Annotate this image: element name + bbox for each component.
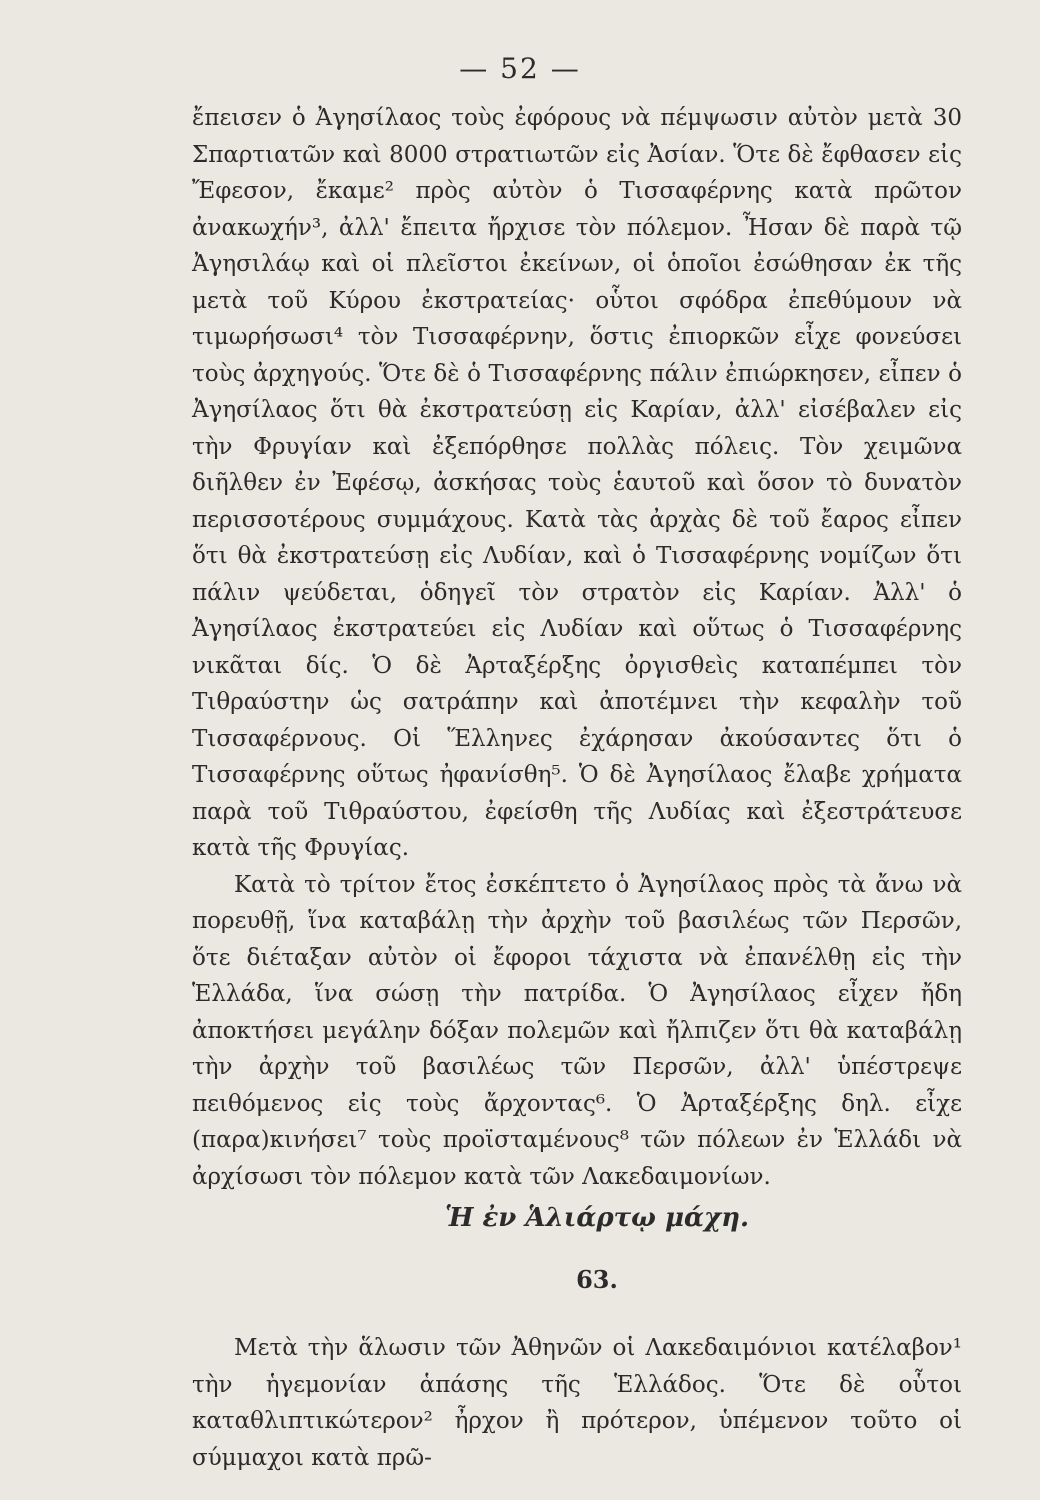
paragraph-haliartos: Μετὰ τὴν ἅλωσιν τῶν Ἀθηνῶν οἱ Λακεδαιμόνιοι κατέλαβον¹ τὴν ἡγεμονίαν ἁπάσης τῆς Ἑλλάδος. Ὅτε δὲ οὗτοι καταθλιπτικώτερον² ἦρχον ἢ πρότερον, ὑπέμενον τοῦτο οἱ σύμμαχοι κατὰ πρῶ- [192, 1335, 962, 1471]
paragraph-continuation: ἔπεισεν ὁ Ἀγησίλαος τοὺς ἐφόρους νὰ πέμψωσιν αὐτὸν μετὰ 30 Σπαρτιατῶν καὶ 8000 στρατιωτῶν εἰς Ἀσίαν. Ὅτε δὲ ἔφθασεν εἰς Ἔφεσον, ἔκαμε² πρὸς αὐτὸν ὁ Τισσαφέρνης κατὰ πρῶτον ἀνακωχήν³, ἀλλ' ἔπειτα ἤρχισε τὸν πόλεμον. Ἦσαν δὲ παρὰ τῷ Ἀγησιλάῳ καὶ οἱ πλεῖστοι ἐκείνων, οἱ ὁποῖοι ἐσώθησαν ἐκ τῆς μετὰ τοῦ Κύρου ἐκστρατείας· οὗτοι σφόδρα ἐπεθύμουν νὰ τιμωρήσωσι⁴ τὸν Τισσαφέρνην, ὅστις ἐπιορκῶν εἶχε φονεύσει τοὺς ἀρχηγούς. Ὅτε δὲ ὁ Τισσαφέρνης πάλιν ἐπιώρκησεν, εἶπεν ὁ Ἀγησίλαος ὅτι θὰ ἐκστρατεύσῃ εἰς Καρίαν, ἀλλ' εἰσέβαλεν εἰς τὴν Φρυγίαν καὶ ἐξεπόρθησε πολλὰς πόλεις. Τὸν χειμῶνα διῆλθεν ἐν Ἐφέσῳ, ἀσκήσας τοὺς ἑαυτοῦ καὶ ὅσον τὸ δυνατὸν περισσοτέρους συμμάχους. Κατὰ τὰς ἀρχὰς δὲ τοῦ ἔαρος εἶπεν ὅτι θὰ ἐκστρατεύσῃ εἰς Λυδίαν, καὶ ὁ Τισσαφέρνης νομίζων ὅτι πάλιν ψεύδεται, ὁδηγεῖ τὸν στρατὸν εἰς Καρίαν. Ἀλλ' ὁ Ἀγησίλαος ἐκστρατεύει εἰς Λυδίαν καὶ οὕτως ὁ Τισσαφέρνης νικᾶται δίς. Ὁ δὲ Ἀρταξέρξης ὀργισθεὶς καταπέμπει τὸν Τιθραύστην ὡς σατράπην καὶ ἀποτέμνει τὴν κεφαλὴν τοῦ Τισσαφέρνους. Οἱ Ἕλληνες ἐχάρησαν ἀκούσαντες ὅτι ὁ Τισσαφέρνης οὕτως ἠφανίσθη⁵. Ὁ δὲ Ἀγησίλαος ἔλαβε χρήματα παρὰ τοῦ Τιθραύστου, ἐφείσθη τῆς Λυδίας καὶ ἐξεστράτευσε κατὰ τῆς Φρυγίας. [192, 105, 962, 861]
page-number: — 52 — [459, 52, 581, 85]
page-content [192, 100, 962, 1476]
paragraph-third-year: Κατὰ τὸ τρίτον ἔτος ἐσκέπτετο ὁ Ἀγησίλαος πρὸς τὰ ἄνω νὰ πορευθῇ, ἵνα καταβάλῃ τὴν ἀρχὴν τοῦ βασιλέως τῶν Περσῶν, ὅτε διέταξαν αὐτὸν οἱ ἔφοροι τάχιστα νὰ ἐπανέλθῃ εἰς τὴν Ἑλλάδα, ἵνα σώσῃ τὴν πατρίδα. Ὁ Ἀγησίλαος εἶχεν ἤδη ἀποκτήσει μεγάλην δόξαν πολεμῶν καὶ ἤλπιζεν ὅτι θὰ καταβάλῃ τὴν ἀρχὴν τοῦ βασιλέως τῶν Περσῶν, ἀλλ' ὑπέστρεψε πειθόμενος εἰς τοὺς ἄρχοντας⁶. Ὁ Ἀρταξέρξης δηλ. εἶχε (παρα)κινήσει⁷ τοὺς προϊσταμένους⁸ τῶν πόλεων ἐν Ἑλλάδι νὰ ἀρχίσωσι τὸν πόλεμον κατὰ τῶν Λακεδαιμονίων. [192, 871, 962, 1190]
section-heading: Ἡ ἐν Ἁλιάρτῳ μάχη. [444, 1203, 750, 1233]
section-number: 63. [576, 1265, 618, 1294]
